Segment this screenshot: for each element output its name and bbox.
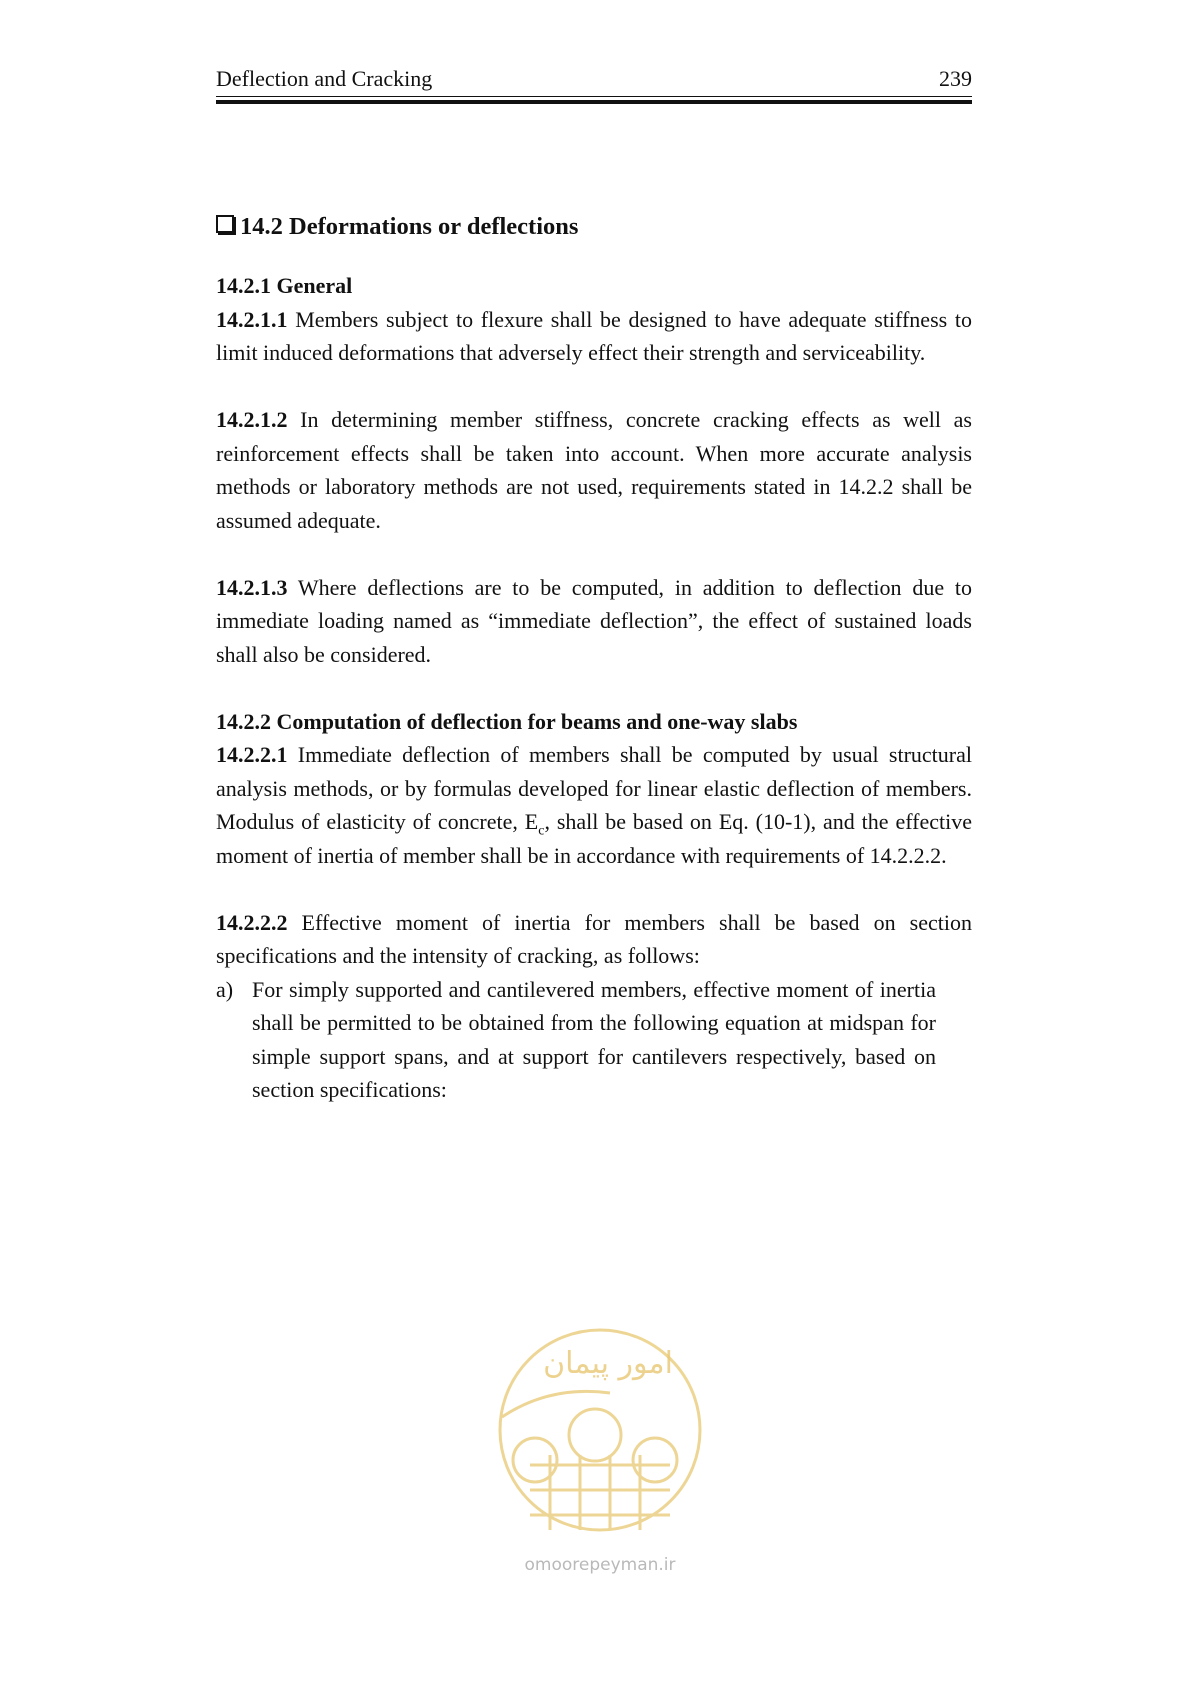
clause-text: Where deflections are to be computed, in addition to deflection due to immediate loading named as “immediate deflection”, the effect of sustained loads shall also be considered. (216, 574, 972, 667)
subsection-heading-general: 14.2.1 General (216, 273, 353, 298)
checkbox-square-icon (216, 215, 234, 233)
paragraph-14-2-1-1 (216, 303, 972, 370)
watermark-site-text: omoorepeyman.ir (524, 1555, 676, 1575)
list-item-a (216, 973, 936, 1107)
clause-text: Effective moment of inertia for members shall be based on section specifications and the intensity of cracking, as follows: (216, 909, 972, 968)
page-content (216, 212, 972, 1107)
subscript-c: c (538, 823, 545, 839)
running-title: Deflection and Cracking (216, 66, 433, 91)
clause-number: 14.2.2.2 (216, 909, 288, 935)
list-marker: a) (216, 976, 234, 1002)
paragraph-14-2-2-1 (216, 738, 972, 872)
clause-text: Immediate deflection of members shall be computed by usual structural analysis methods, or by formulas developed for linear elastic deflection of members. Modulus of elasticity of concrete, E (216, 742, 972, 834)
list-item-text: For simply supported and cantilevered members, effective moment of inertia shall be permitted to be obtained from the following equation at midspan for simple support spans, and at support for cantilevers respectively, based on section specifications: (252, 976, 936, 1102)
section-heading (216, 212, 972, 242)
paragraph-14-2-2-2 (216, 906, 972, 973)
paragraph-14-2-1-3 (216, 571, 972, 672)
clause-text: Members subject to flexure shall be designed to have adequate stiffness to limit induced deformations that adversely effect their strength and serviceability. (216, 306, 972, 365)
page-number: 239 (939, 66, 972, 91)
watermark-swoosh (502, 1391, 610, 1417)
watermark-logo (490, 1325, 710, 1585)
clause-text: In determining member stiffness, concrete cracking effects as well as reinforcement effects shall be taken into account. When more accurate analysis methods or laboratory methods are not used, requirements stated in 14.2.2 shall be assumed adequate. (216, 407, 972, 533)
clause-number: 14.2.2.1 (216, 742, 288, 767)
section-heading-text: 14.2 Deformations or deflections (240, 213, 579, 240)
clause-text-cont: , shall be based on Eq. (10-1), and the effective moment of inertia of member shall be in accordance with requirements of 14.2.2.2. (216, 809, 972, 868)
watermark-logo-text: امور پیمان (543, 1346, 673, 1381)
header-rule-thick (216, 100, 972, 104)
header-rule-thin (216, 96, 972, 97)
subsection-heading-computation: 14.2.2 Computation of deflection for beams and one-way slabs (216, 708, 798, 734)
gear-icon (569, 1409, 621, 1461)
clause-number: 14.2.1.3 (216, 574, 288, 600)
clause-number: 14.2.1.1 (216, 306, 288, 332)
paragraph-14-2-1-2 (216, 403, 972, 537)
clause-number: 14.2.1.2 (216, 407, 288, 432)
